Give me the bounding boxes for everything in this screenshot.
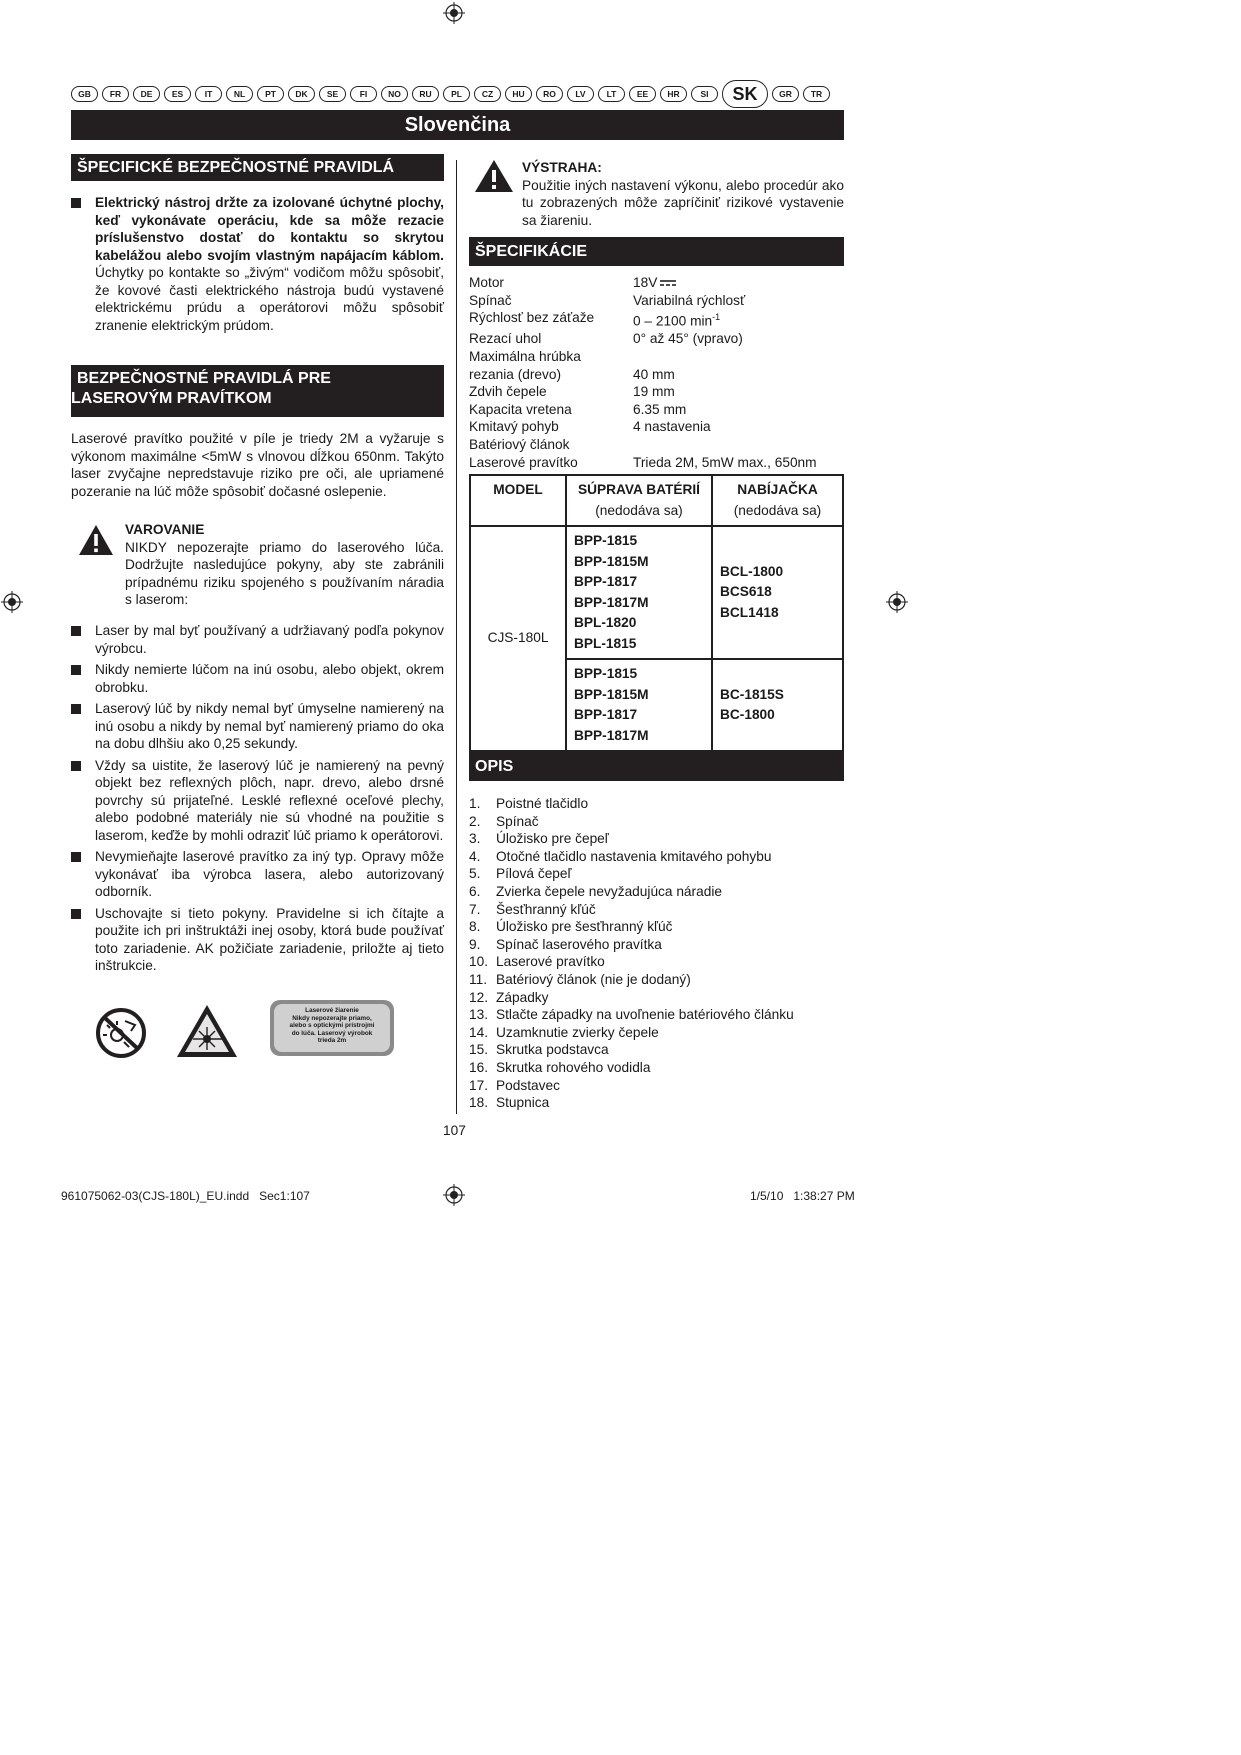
- no-laser-stare-icon: [95, 1007, 147, 1059]
- language-tab-de[interactable]: DE: [133, 86, 160, 102]
- spec-label: Motor: [469, 275, 504, 290]
- language-bar: [71, 80, 830, 108]
- laser-intro: Laserové pravítko použité v píle je triedy 2M a vyžaruje s výkonom maximálne <5mW s vlnovou dĺžkou 650nm. Takýto laser zvyčajne nepredstavuje riziko pre oči, ale upriamené pozeranie na lúč môže spôsobiť dočasné oslepenie.: [71, 431, 444, 499]
- charger-cell: [712, 526, 843, 659]
- part-number: BPP-1817: [574, 707, 638, 722]
- list-item: [469, 936, 794, 954]
- list-item: [469, 953, 794, 971]
- registration-mark-icon: [443, 1184, 465, 1206]
- spec-label: Kapacita vretena: [469, 401, 572, 417]
- model-table: [469, 474, 844, 752]
- item-text: Západky: [496, 989, 549, 1005]
- language-tab-no[interactable]: NO: [381, 86, 408, 102]
- laser-label-text: [274, 1004, 390, 1052]
- item-text: Poistné tlačidlo: [496, 796, 589, 811]
- list-item: [469, 989, 794, 1007]
- warning-triangle-icon: [78, 524, 114, 556]
- page-number: 107: [443, 1123, 466, 1138]
- spec-row: [469, 274, 817, 292]
- language-tab-lt[interactable]: LT: [598, 86, 625, 102]
- footer-file-info: 961075062-03(CJS-180L)_EU.indd Sec1:107: [61, 1189, 310, 1203]
- label-line: Laserové žiarenie: [305, 1007, 359, 1014]
- laser-warning-label: [270, 1000, 394, 1056]
- list-item: [469, 795, 794, 813]
- table-header-row: [470, 475, 843, 526]
- list-item: [71, 194, 444, 334]
- language-tab-es[interactable]: ES: [164, 86, 191, 102]
- list-item: Laser by mal byť používaný a udržiavaný podľa pokynov výrobcu.: [71, 622, 444, 657]
- spec-row: [469, 383, 817, 401]
- part-number: BC-1800: [720, 707, 775, 722]
- section-heading-specifications: ŠPECIFIKÁCIE: [469, 237, 844, 266]
- language-tab-it[interactable]: IT: [195, 86, 222, 102]
- language-tab-nl[interactable]: NL: [226, 86, 253, 102]
- part-number: BPP-1817M: [574, 727, 649, 743]
- spec-row: [469, 418, 817, 436]
- language-tab-tr[interactable]: TR: [803, 86, 830, 102]
- item-text: Šesťhranný kľúč: [496, 901, 596, 917]
- language-tab-fi[interactable]: FI: [350, 86, 377, 102]
- item-number: 1.: [469, 796, 481, 811]
- list-item: [469, 1006, 794, 1024]
- specifications-list: [469, 274, 817, 471]
- item-number: 9.: [469, 936, 481, 952]
- language-tab-ru[interactable]: RU: [412, 86, 439, 102]
- language-tab-lv[interactable]: LV: [567, 86, 594, 102]
- part-number: BPP-1815: [574, 666, 638, 681]
- list-item: [469, 971, 794, 989]
- spec-value: 4 nastavenia: [633, 419, 711, 435]
- header-model: MODEL: [470, 475, 566, 526]
- list-item: [469, 1094, 794, 1112]
- spec-row: [469, 401, 817, 419]
- list-item: Nevymieňajte laserové pravítko za iný typ. Opravy môže vykonávať iba výrobca lasera, alebo autorizovaný odborník.: [71, 848, 444, 901]
- spec-row: [469, 348, 817, 366]
- caution-text: Použitie iných nastavení výkonu, alebo procedúr ako tu zobrazených môže zapríčiniť rizikové vystavenie sa žiareniu.: [522, 177, 844, 228]
- part-number: BPP-1815: [574, 533, 638, 548]
- item-text: Úložisko pre čepeľ: [496, 831, 609, 847]
- heading-line: LASEROVÝM PRAVÍTKOM: [71, 390, 272, 407]
- item-text: Spínač laserového pravítka: [496, 936, 662, 952]
- spec-label: Kmitavý pohyb: [469, 419, 559, 435]
- list-item: [469, 1024, 794, 1042]
- battery-cell: [566, 526, 712, 659]
- part-number: BCL1418: [720, 604, 779, 620]
- spec-row: [469, 330, 817, 348]
- description-list: [469, 795, 794, 1112]
- part-number: BPP-1817: [574, 574, 638, 589]
- item-number: 5.: [469, 866, 481, 882]
- caution-title: VÝSTRAHA:: [522, 160, 602, 175]
- list-item: [469, 883, 794, 901]
- table-row: [470, 526, 843, 659]
- list-item: [469, 1041, 794, 1059]
- laser-warning: [125, 521, 444, 609]
- item-text: Pílová čepeľ: [496, 866, 572, 882]
- dc-current-icon: [660, 279, 676, 287]
- item-number: 14.: [469, 1024, 489, 1040]
- list-item: [469, 848, 794, 866]
- column-divider: [456, 160, 457, 1114]
- spec-row: [469, 436, 817, 454]
- section-heading-specific-safety: ŠPECIFICKÉ BEZPEČNOSTNÉ PRAVIDLÁ: [71, 154, 444, 181]
- list-item: Vždy sa uistite, že laserový lúč je namierený na pevný objekt bez reflexných plôch, napr. drevo, alebo drsné povrchy sú prijateľné. Lesklé reflexné oceľové plechy, alebo podobné materiály nie sú vhodné na použitie s laserom, keďže by mohli odraziť lúč priamo k operátorovi.: [71, 757, 444, 845]
- spec-value: Variabilná rýchlosť: [633, 292, 746, 308]
- language-tab-si[interactable]: SI: [691, 86, 718, 102]
- warning-triangle-icon: [474, 159, 514, 193]
- label-line: alebo s optickými prístrojmi: [289, 1022, 375, 1030]
- spec-value: 0° až 45° (vpravo): [633, 331, 743, 347]
- item-text: Spínač: [496, 813, 539, 829]
- language-tab-hu[interactable]: HU: [505, 86, 532, 102]
- item-number: 2.: [469, 813, 481, 829]
- charger-cell: [712, 659, 843, 751]
- item-number: 4.: [469, 848, 481, 864]
- item-text: Otočné tlačidlo nastavenia kmitavého pohybu: [496, 848, 772, 864]
- laser-hazard-icon: [175, 1003, 239, 1059]
- part-number: BPP-1815M: [574, 553, 649, 569]
- spec-value: 18V: [633, 274, 676, 292]
- language-tab-pl[interactable]: PL: [443, 86, 470, 102]
- item-number: 16.: [469, 1059, 489, 1075]
- item-text: Zvierka čepele nevyžadujúca náradie: [496, 883, 722, 899]
- item-text: Skrutka rohového vodidla: [496, 1059, 651, 1075]
- item-number: 17.: [469, 1077, 489, 1093]
- language-tab-ro[interactable]: RO: [536, 86, 563, 102]
- language-tab-se[interactable]: SE: [319, 86, 346, 102]
- item-text: Uzamknutie zvierky čepele: [496, 1024, 659, 1040]
- spec-label: Rýchlosť bez záťaže: [469, 310, 595, 326]
- item-text: Laserové pravítko: [496, 954, 605, 970]
- part-number: BPP-1815M: [574, 686, 649, 702]
- item-text: Úložisko pre šesťhranný kľúč: [496, 919, 673, 935]
- label-line: Nikdy nepozerajte priamo,: [292, 1014, 372, 1022]
- registration-mark-icon: [443, 2, 465, 24]
- model-cell: CJS-180L: [470, 526, 566, 751]
- spec-value: Trieda 2M, 5mW max., 650nm: [633, 454, 817, 470]
- item-number: 12.: [469, 989, 489, 1005]
- language-tab-hr[interactable]: HR: [660, 86, 687, 102]
- item-number: 7.: [469, 901, 481, 917]
- item-text: Skrutka podstavca: [496, 1042, 609, 1058]
- part-number: BPP-1817M: [574, 594, 649, 610]
- item-number: 15.: [469, 1042, 489, 1058]
- item-number: 18.: [469, 1095, 489, 1111]
- part-number: BCL-1800: [720, 563, 784, 579]
- spec-label: Zdvih čepele: [469, 384, 547, 400]
- warning-title: VAROVANIE: [125, 522, 205, 537]
- registration-mark-icon: [1, 591, 23, 613]
- language-tab-gr[interactable]: GR: [772, 86, 799, 102]
- spec-value: 19 mm: [633, 384, 675, 400]
- spec-row: [469, 366, 817, 384]
- list-item: Laserový lúč by nikdy nemal byť úmyselne namierený na inú osobu a nikdy by nemal byť namierený priamo do oka na dobu dlhšiu ako 0,25 sekundy.: [71, 700, 444, 753]
- list-item: [469, 865, 794, 883]
- item-text: Podstavec: [496, 1077, 560, 1093]
- caution-block: [522, 159, 844, 229]
- item-number: 8.: [469, 919, 481, 935]
- spec-row: [469, 309, 817, 330]
- item-text: Stupnica: [496, 1095, 550, 1111]
- language-tab-ee[interactable]: EE: [629, 86, 656, 102]
- item-number: 10.: [469, 954, 489, 970]
- item-text: Stlačte západky na uvoľnenie batériového článku: [496, 1007, 794, 1023]
- header-battery: SÚPRAVA BATÉRIÍ (nedodáva sa): [566, 475, 712, 526]
- list-item: [469, 830, 794, 848]
- bullet-bold-text: Elektrický nástroj držte za izolované úchytné plochy, keď vykonávate operáciu, kde sa môže rezacie príslušenstvo dostať do kontaktu so skrytou kabelážou alebo svojím vlastným napájacím káblom.: [95, 195, 444, 263]
- section-heading-laser-safety: [71, 365, 444, 417]
- spec-value: 40 mm: [633, 366, 675, 382]
- list-item: [469, 918, 794, 936]
- item-number: 13.: [469, 1007, 489, 1023]
- item-text: Batériový článok (nie je dodaný): [496, 971, 691, 987]
- list-item: [469, 813, 794, 831]
- part-number: BPL-1815: [574, 635, 637, 651]
- item-number: 3.: [469, 831, 481, 847]
- spec-label: rezania (drevo): [469, 366, 562, 382]
- label-line: trieda 2m: [317, 1037, 347, 1045]
- language-tab-gb[interactable]: GB: [71, 86, 98, 102]
- spec-label: Batériový článok: [469, 436, 570, 452]
- spec-label: Laserové pravítko: [469, 454, 578, 470]
- language-tab-pt[interactable]: PT: [257, 86, 284, 102]
- section-specific-safety: [71, 194, 444, 338]
- spec-value: 0 – 2100 $\min^{-1}$: [633, 312, 721, 329]
- item-number: 6.: [469, 883, 481, 899]
- warning-text: NIKDY nepozerajte priamo do laserového lúča. Dodržujte nasledujúce pokyny, aby ste zabránili prípadnému riziku spojeného s používaním náradia s laserom:: [125, 539, 444, 607]
- language-tab-dk[interactable]: DK: [288, 86, 315, 102]
- section-heading-description: OPIS: [469, 752, 844, 781]
- registration-mark-icon: [886, 591, 908, 613]
- spec-label: Rezací uhol: [469, 331, 542, 347]
- spec-row: [469, 292, 817, 310]
- heading-line: BEZPEČNOSTNÉ PRAVIDLÁ PRE: [77, 370, 331, 387]
- part-number: BPL-1820: [574, 615, 637, 630]
- page-title: Slovenčina: [71, 110, 844, 140]
- header-charger: NABÍJAČKA (nedodáva sa): [712, 475, 843, 526]
- list-item: [469, 901, 794, 919]
- language-tab-fr[interactable]: FR: [102, 86, 129, 102]
- part-number: BCS618: [720, 584, 772, 600]
- spec-row: [469, 454, 817, 472]
- part-number: BC-1815S: [720, 686, 784, 702]
- bullet-text: Úchytky po kontakte so „živým“ vodičom môžu spôsobiť, že kovové časti elektrického nástroja budú vystavené elektrickému prúdu a operátorovi môžu spôsobiť zranenie elektrickým prúdom.: [95, 265, 444, 333]
- spec-superscript: -1: [712, 312, 721, 323]
- spec-label: Maximálna hrúbka: [469, 348, 581, 364]
- spec-label: Spínač: [469, 292, 512, 308]
- battery-cell: [566, 659, 712, 751]
- list-item: [469, 1077, 794, 1095]
- footer-timestamp: 1/5/10 1:38:27 PM: [750, 1189, 855, 1203]
- language-tab-sk[interactable]: SK: [722, 80, 768, 108]
- list-item: Nikdy nemierte lúčom na inú osobu, alebo objekt, okrem obrobku.: [71, 661, 444, 696]
- language-tab-cz[interactable]: CZ: [474, 86, 501, 102]
- spec-value: 6.35 mm: [633, 401, 687, 417]
- item-number: 11.: [469, 971, 488, 987]
- list-item: Uschovajte si tieto pokyny. Pravidelne si ich čítajte a použite ich pri inštruktáži inej osoby, ktorá bude používať toto zariadenie. AK požičiate zariadenie, priložte aj tieto inštrukcie.: [71, 905, 444, 975]
- laser-safety-list: [71, 622, 444, 979]
- list-item: [469, 1059, 794, 1077]
- label-line: do lúča. Laserový výrobok: [291, 1029, 373, 1037]
